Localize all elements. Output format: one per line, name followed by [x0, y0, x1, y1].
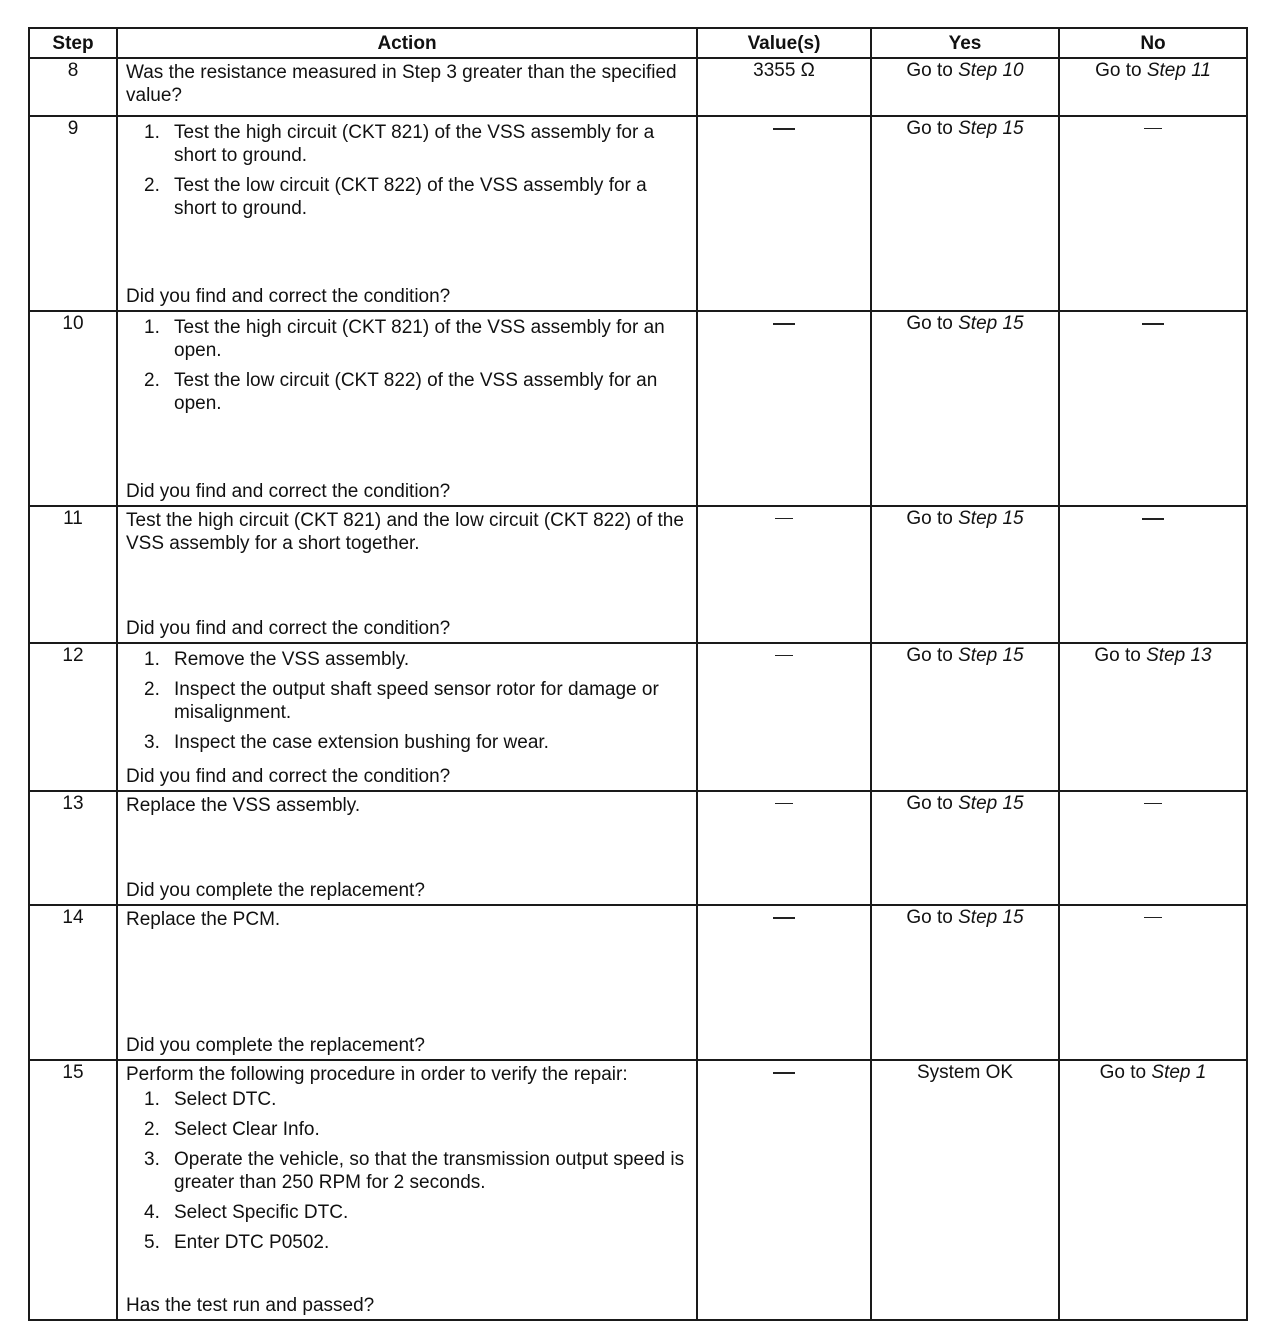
- list-item: 1. Remove the VSS assembly.: [144, 649, 410, 670]
- step-number: 13: [29, 791, 117, 905]
- yes-step-link: Step 15: [958, 793, 1024, 814]
- question-text: Did you complete the replacement?: [126, 1035, 425, 1056]
- no-prefix: Go to: [1099, 1062, 1152, 1083]
- no-cell: [1059, 1060, 1247, 1320]
- diagnostic-table: [28, 27, 1248, 1321]
- dash-mark: [773, 917, 795, 919]
- yes-cell: [871, 905, 1059, 1060]
- header-row: [29, 28, 1247, 58]
- list-item: 2. Select Clear Info.: [144, 1119, 320, 1140]
- no-cell: [1059, 116, 1247, 311]
- list-item: 5. Enter DTC P0502.: [144, 1232, 330, 1253]
- question-text: Did you complete the replacement?: [126, 880, 425, 901]
- action-cell: [117, 643, 697, 791]
- yes-text: System OK: [916, 1062, 1014, 1083]
- header-values: Value(s): [697, 28, 871, 58]
- no-step-link: Step 11: [1146, 60, 1211, 81]
- table-row: [29, 116, 1247, 311]
- yes-prefix: Go to: [906, 118, 959, 139]
- action-text: Perform the following procedure in order to verify the repair:: [126, 1064, 628, 1085]
- action-text: Replace the VSS assembly.: [126, 795, 361, 816]
- value-cell: [697, 311, 871, 506]
- yes-step-link: Step 15: [958, 313, 1024, 334]
- yes-cell: [871, 58, 1059, 116]
- yes-step-link: Step 15: [958, 907, 1024, 928]
- action-cell: [117, 311, 697, 506]
- dash-mark: [775, 655, 793, 656]
- yes-step-link: Step 15: [958, 118, 1024, 139]
- list-item: 1. Select DTC.: [144, 1089, 277, 1110]
- no-cell: [1059, 311, 1247, 506]
- list-item: 2. Inspect the output shaft speed sensor rotor for damage or misalignment.: [144, 679, 659, 723]
- list-item: 3. Inspect the case extension bushing for wear.: [144, 732, 549, 753]
- action-cell: [117, 905, 697, 1060]
- yes-prefix: Go to: [906, 793, 959, 814]
- no-cell: [1059, 643, 1247, 791]
- value-cell: [697, 791, 871, 905]
- yes-prefix: Go to: [906, 645, 959, 666]
- dash-mark: [1144, 803, 1162, 804]
- list-item: 1. Test the high circuit (CKT 821) of the VSS assembly for a short to ground.: [144, 122, 655, 166]
- yes-cell: [871, 311, 1059, 506]
- dash-mark: [775, 803, 793, 804]
- step-number: 11: [29, 506, 117, 643]
- yes-cell: [871, 1060, 1059, 1320]
- no-cell: [1059, 905, 1247, 1060]
- header-step: Step: [29, 28, 117, 58]
- value-cell: [697, 1060, 871, 1320]
- yes-step-link: Step 15: [958, 645, 1024, 666]
- question-text: Did you find and correct the condition?: [126, 481, 451, 502]
- step-number: 10: [29, 311, 117, 506]
- value-cell: 3355 Ω: [697, 58, 871, 116]
- action-cell: [117, 116, 697, 311]
- no-cell: [1059, 58, 1247, 116]
- header-no: No: [1059, 28, 1247, 58]
- dash-mark: [773, 128, 795, 130]
- action-cell: [117, 506, 697, 643]
- substep-list: [126, 648, 690, 754]
- dash-mark: [775, 518, 793, 519]
- list-item: 4. Select Specific DTC.: [144, 1202, 349, 1223]
- question-text: Did you find and correct the condition?: [126, 618, 451, 639]
- table-row: [29, 905, 1247, 1060]
- value-cell: [697, 506, 871, 643]
- table-row: [29, 643, 1247, 791]
- action-text: Replace the PCM.: [126, 909, 281, 930]
- action-text: Test the high circuit (CKT 821) and the low circuit (CKT 822) of the VSS assembly for a short together.: [126, 510, 684, 554]
- yes-step-link: Step 15: [958, 508, 1024, 529]
- action-cell: [117, 791, 697, 905]
- no-cell: [1059, 506, 1247, 643]
- action-cell: [117, 1060, 697, 1320]
- question-text: Did you find and correct the condition?: [126, 286, 451, 307]
- question-text: Did you find and correct the condition?: [126, 766, 451, 787]
- yes-cell: [871, 506, 1059, 643]
- step-number: 12: [29, 643, 117, 791]
- table-row: [29, 58, 1247, 116]
- yes-cell: [871, 643, 1059, 791]
- yes-prefix: Go to: [906, 907, 959, 928]
- action-text: Was the resistance measured in Step 3 greater than the specified value?: [126, 62, 677, 106]
- no-step-link: Step 13: [1146, 645, 1212, 666]
- header-action: Action: [117, 28, 697, 58]
- dash-mark: [1142, 323, 1164, 325]
- substep-list: [126, 121, 690, 227]
- list-item: 3. Operate the vehicle, so that the transmission output speed is greater than 250 RPM for 2 seconds.: [144, 1149, 685, 1193]
- dash-mark: [1144, 128, 1162, 129]
- yes-cell: [871, 791, 1059, 905]
- table-row: [29, 311, 1247, 506]
- value-cell: [697, 116, 871, 311]
- table-row: [29, 1060, 1247, 1320]
- header-yes: Yes: [871, 28, 1059, 58]
- table-row: [29, 506, 1247, 643]
- no-prefix: Go to: [1094, 645, 1147, 666]
- step-number: 9: [29, 116, 117, 311]
- substep-list: [126, 316, 690, 422]
- yes-prefix: Go to: [906, 508, 959, 529]
- yes-prefix: Go to: [906, 313, 959, 334]
- step-number: 14: [29, 905, 117, 1060]
- yes-step-link: Step 10: [958, 60, 1024, 81]
- table-row: [29, 791, 1247, 905]
- no-step-link: Step 1: [1151, 1062, 1207, 1083]
- list-item: 2. Test the low circuit (CKT 822) of the VSS assembly for an open.: [144, 370, 658, 414]
- dash-mark: [1144, 917, 1162, 918]
- dash-mark: [1142, 518, 1164, 520]
- dash-mark: [773, 1072, 795, 1074]
- yes-cell: [871, 116, 1059, 311]
- step-number: 15: [29, 1060, 117, 1320]
- question-text: Has the test run and passed?: [126, 1295, 375, 1316]
- step-number: 8: [29, 58, 117, 116]
- substep-list: [126, 1088, 690, 1254]
- yes-prefix: Go to: [906, 60, 959, 81]
- value-cell: [697, 643, 871, 791]
- action-cell: [117, 58, 697, 116]
- dash-mark: [773, 323, 795, 325]
- no-cell: [1059, 791, 1247, 905]
- list-item: 1. Test the high circuit (CKT 821) of the VSS assembly for an open.: [144, 317, 665, 361]
- no-prefix: Go to: [1095, 60, 1147, 81]
- list-item: 2. Test the low circuit (CKT 822) of the VSS assembly for a short to ground.: [144, 175, 647, 219]
- value-cell: [697, 905, 871, 1060]
